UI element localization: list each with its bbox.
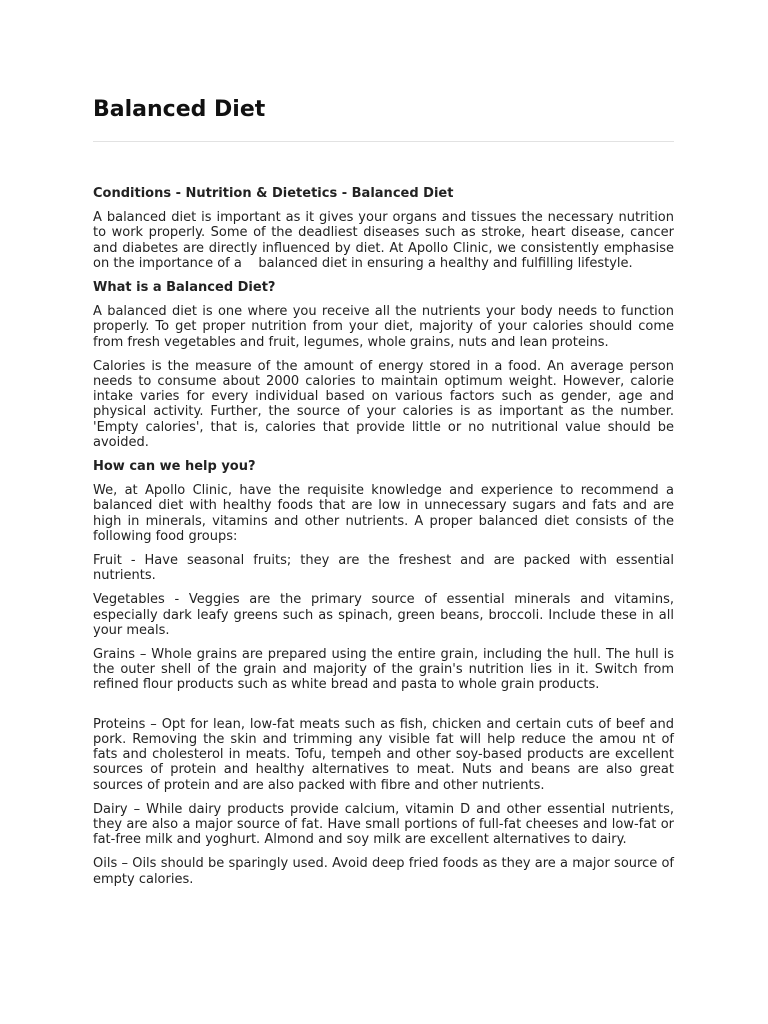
breadcrumb-heading: Conditions - Nutrition & Dietetics - Balanced Diet [93, 186, 454, 201]
title-divider [93, 141, 674, 142]
grains-paragraph: Grains – Whole grains are prepared using the entire grain, including the hull. The hull is the outer shell of the grain and majority of the grain's nutrition lies in it. Switch from refined flour products such as white bread and pasta to whole grain products. [93, 647, 674, 693]
intro-paragraph: A balanced diet is important as it gives your organs and tissues the necessary nutrition to work properly. Some of the deadliest diseases such as stroke, heart disease, cancer and diabetes are directly influenced by diet. At Apollo Clinic, we consistently emphasise on the importance of a balanced diet in ensuring a healthy and fulfilling lifestyle. [93, 210, 679, 271]
proteins-paragraph: Proteins – Opt for lean, low-fat meats such as fish, chicken and certain cuts of beef and pork. Removing the skin and trimming any visible fat will help reduce the amou nt of fats and cholesterol in meats. Tofu, tempeh and other soy-based products are excellent sources of protein and healthy alternatives to meat. Nuts and beans are also great sources of protein and are also packed with fibre and other nutrients. [93, 716, 674, 793]
page-title: Balanced Diet [93, 97, 266, 122]
vegetables-paragraph: Vegetables - Veggies are the primary source of essential minerals and vitamins, especially dark leafy greens such as spinach, green beans, broccoli. Include these in all your meals. [93, 592, 674, 638]
help-paragraph: We, at Apollo Clinic, have the requisite knowledge and experience to recommend a balanced diet with healthy foods that are low in unnecessary sugars and fats and are high in minerals, vitamins and other nutrients. A proper balanced diet consists of the following food groups: [93, 483, 674, 544]
fruit-paragraph: Fruit - Have seasonal fruits; they are the freshest and are packed with essential nutrients. [93, 553, 674, 584]
dairy-paragraph: Dairy – While dairy products provide calcium, vitamin D and other essential nutrients, they are also a major source of fat. Have small portions of full-fat cheeses and low-fat or fat-free milk and yoghurt. Almond and soy milk are excellent alternatives to dairy. [93, 801, 674, 848]
calories-paragraph: Calories is the measure of the amount of energy stored in a food. An average person needs to consume about 2000 calories to maintain optimum weight. However, calorie intake varies for every individual based on various factors such as gender, age and physical activity. Further, the source of your calories is as important as the number. 'Empty calories', that is, calories that provide little or no nutritional value should be avoided. [93, 358, 674, 450]
oils-paragraph: Oils – Oils should be sparingly used. Avoid deep fried foods as they are a major source of empty calories. [93, 856, 674, 887]
definition-paragraph: A balanced diet is one where you receive all the nutrients your body needs to function properly. To get proper nutrition from your diet, majority of your calories should come from fresh vegetables and fruit, legumes, whole grains, nuts and lean proteins. [93, 304, 674, 350]
article-body [93, 186, 679, 896]
section-heading-what-is: What is a Balanced Diet? [93, 280, 276, 296]
section-heading-help: How can we help you? [93, 459, 256, 475]
